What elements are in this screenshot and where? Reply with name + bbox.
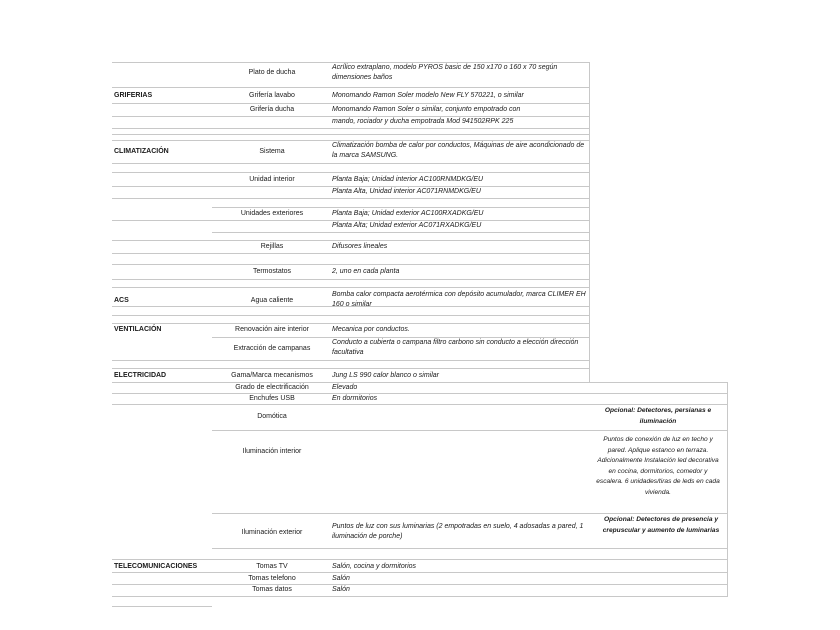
item-iluminacion-exterior: Iluminación exterior bbox=[241, 529, 303, 536]
desc-enchufes-usb: En dormitorios bbox=[332, 395, 378, 402]
category-telecomunicaciones: TELECOMUNICACIONES bbox=[114, 563, 198, 570]
row-divider bbox=[112, 103, 590, 104]
desc-gama-mecanismos: Jung LS 990 calor blanco o similar bbox=[332, 372, 440, 379]
row-divider bbox=[112, 368, 590, 369]
row-divider bbox=[112, 198, 212, 199]
row-divider bbox=[112, 559, 728, 560]
row-divider bbox=[112, 606, 212, 607]
category-climatizacion: CLIMATIZACIÓN bbox=[114, 148, 169, 155]
row-divider bbox=[212, 232, 590, 233]
desc-griferia-ducha-2: mando, rociador y ducha empotrada Mod 941502RPK 225 bbox=[332, 118, 514, 125]
optional-domotica: Opcional: Detectores, persianas e iluminación bbox=[604, 407, 712, 425]
item-iluminacion-interior: Iluminación interior bbox=[242, 448, 302, 455]
item-enchufes-usb: Enchufes USB bbox=[249, 395, 295, 402]
row-divider bbox=[112, 172, 590, 173]
column-divider bbox=[727, 382, 728, 596]
item-grado-electrificacion: Grado de electrificación bbox=[235, 384, 309, 391]
row-divider bbox=[112, 240, 590, 241]
category-griferias: GRIFERIAS bbox=[114, 92, 153, 99]
row-divider bbox=[112, 134, 590, 135]
row-divider bbox=[212, 207, 590, 208]
category-electricidad: ELECTRICIDAD bbox=[114, 372, 167, 379]
row-divider bbox=[112, 572, 728, 573]
desc-grado-electrificacion: Elevado bbox=[332, 384, 358, 391]
item-renovacion-aire: Renovación aire interior bbox=[235, 326, 309, 333]
desc-unidades-exteriores-2: Planta Alta; Unidad exterior AC071RXADKG/EU bbox=[332, 222, 482, 229]
row-divider bbox=[112, 287, 590, 288]
desc-sistema: Climatización bomba de calor por conductos, Máquinas de aire acondicionado de la marca SAMSUNG. bbox=[332, 142, 585, 159]
item-unidades-exteriores: Unidades exteriores bbox=[240, 210, 304, 217]
item-tomas-telefono: Tomas telefono bbox=[248, 575, 296, 582]
row-divider bbox=[112, 279, 590, 280]
row-divider bbox=[112, 360, 590, 361]
row-divider bbox=[112, 253, 590, 254]
item-extraccion-campanas: Extracción de campanas bbox=[233, 345, 311, 352]
column-divider bbox=[589, 62, 590, 382]
item-gama-mecanismos: Gama/Marca mecanismos bbox=[231, 372, 313, 379]
item-tomas-tv: Tomas TV bbox=[256, 563, 288, 570]
desc-plato-ducha: Acrílico extraplano, modelo PYROS basic de 150 x170 o 160 x 70 según dimensiones baños bbox=[332, 64, 558, 81]
row-divider bbox=[112, 87, 590, 88]
row-divider bbox=[112, 315, 590, 316]
desc-unidades-exteriores-1: Planta Baja; Unidad exterior AC100RXADKG/EU bbox=[332, 210, 484, 217]
item-rejillas: Rejillas bbox=[260, 243, 284, 250]
item-tomas-datos: Tomas datos bbox=[252, 586, 292, 593]
row-divider bbox=[112, 323, 590, 324]
desc-extraccion-campanas: Conducto a cubierta o campana filtro carbono sin conducto a elección dirección facultativa bbox=[332, 339, 579, 356]
row-divider bbox=[112, 404, 728, 405]
desc-griferia-lavabo: Monomando Ramon Soler modelo New FLY 570221, o similar bbox=[332, 92, 524, 99]
item-griferia-lavabo: Grifería lavabo bbox=[249, 92, 295, 99]
item-plato-ducha: Plato de ducha bbox=[248, 69, 296, 76]
desc-termostatos: 2, uno en cada planta bbox=[332, 268, 400, 275]
desc-tomas-datos: Salón bbox=[332, 586, 350, 593]
item-sistema: Sistema bbox=[259, 148, 285, 155]
desc-tomas-telefono: Salón bbox=[332, 575, 350, 582]
category-ventilacion: VENTILACIÓN bbox=[114, 326, 162, 333]
desc-unidad-interior-1: Planta Baja; Unidad interior AC100RNMDKG/EU bbox=[332, 176, 484, 183]
item-domotica: Domótica bbox=[257, 413, 287, 420]
row-divider bbox=[112, 596, 728, 597]
item-termostatos: Termostatos bbox=[252, 268, 292, 275]
item-agua-caliente: Agua caliente bbox=[250, 297, 294, 304]
desc-agua-caliente: Bomba calor compacta aerotérmica con depósito acumulador, marca CLIMER EH 160 o similar bbox=[332, 291, 586, 308]
row-divider bbox=[212, 198, 590, 199]
row-divider bbox=[212, 513, 728, 514]
row-divider bbox=[212, 430, 728, 431]
category-acs: ACS bbox=[114, 297, 129, 304]
optional-iluminacion-exterior: Opcional: Detectores de presencia y crepuscular y aumento de luminarias bbox=[602, 516, 720, 534]
item-unidad-interior: Unidad interior bbox=[249, 176, 295, 183]
optional-iluminacion-interior: Puntos de conexión de luz en techo y pared. Aplique estanco en terraza. Adicionalmente Instalación led decorativa en cocina, dormitorios, comedor y escalera. 6 unidades/tiras de leds en cada vivienda. bbox=[596, 436, 720, 496]
item-griferia-ducha: Grifería ducha bbox=[249, 106, 295, 113]
desc-iluminacion-exterior: Puntos de luz con sus luminarias (2 empotradas en suelo, 4 adosadas a pared, 1 iluminación de porche) bbox=[332, 523, 584, 540]
desc-unidad-interior-2: Planta Alta, Unidad interior AC071RNMDKG/EU bbox=[332, 188, 481, 195]
row-divider bbox=[112, 163, 590, 164]
row-divider bbox=[112, 264, 590, 265]
desc-renovacion-aire: Mecanica por conductos. bbox=[332, 326, 410, 333]
row-divider bbox=[112, 128, 590, 129]
desc-tomas-tv: Salón, cocina y dormitorios bbox=[332, 563, 417, 570]
row-divider bbox=[212, 548, 728, 549]
desc-griferia-ducha-1: Monomando Ramon Soler o similar, conjunto empotrado con bbox=[332, 106, 521, 113]
desc-rejillas: Difusores lineales bbox=[332, 243, 388, 250]
